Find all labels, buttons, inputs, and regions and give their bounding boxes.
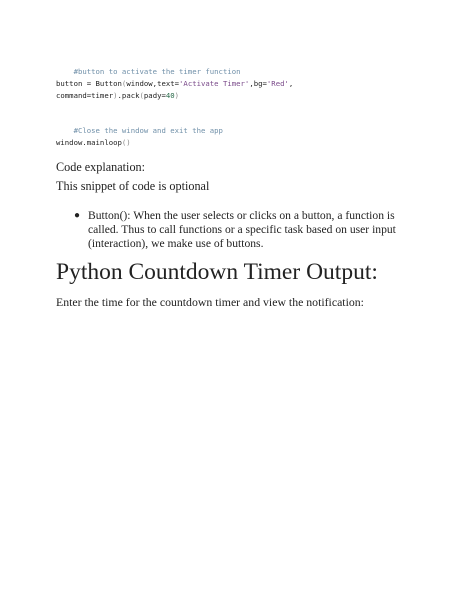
code-string: 'Activate Timer' bbox=[179, 79, 250, 88]
code-token: .pack bbox=[117, 91, 140, 100]
code-number: 40 bbox=[165, 91, 175, 100]
code-line-mainloop bbox=[56, 137, 131, 149]
code-token: ,bg= bbox=[249, 79, 267, 88]
bullet-text: Button(): When the user selects or clicks on a button, a function is called. Thus to call functions or a specific task based on user input (interaction), we make use of buttons. bbox=[88, 209, 396, 250]
code-token: () bbox=[121, 138, 131, 147]
code-token: ( bbox=[139, 91, 144, 100]
code-comment-text: #Close the window and exit the app bbox=[73, 126, 223, 135]
section-heading: Python Countdown Timer Output: bbox=[56, 259, 378, 285]
code-token: window,text= bbox=[126, 79, 180, 88]
code-string: 'Red' bbox=[266, 79, 289, 88]
code-token: , bbox=[288, 79, 294, 88]
bullet-icon: ● bbox=[74, 210, 81, 221]
code-token: window.mainloop bbox=[56, 138, 122, 147]
explanation-title: Code explanation: bbox=[56, 160, 146, 174]
explanation-subtitle: This snippet of code is optional bbox=[56, 179, 210, 193]
code-line-button-definition bbox=[56, 78, 293, 90]
code-token: button = Button bbox=[56, 79, 122, 88]
section-paragraph: Enter the time for the countdown timer and view the notification: bbox=[56, 295, 364, 309]
code-comment-text: #button to activate the timer function bbox=[73, 67, 241, 76]
bullet-item bbox=[74, 209, 418, 251]
code-token: ( bbox=[121, 79, 127, 88]
code-token: ) bbox=[174, 91, 180, 100]
code-token: pady= bbox=[143, 91, 166, 100]
code-line-button-pack bbox=[56, 90, 179, 102]
code-token: ) bbox=[113, 91, 118, 100]
code-token: command=timer bbox=[56, 91, 114, 100]
